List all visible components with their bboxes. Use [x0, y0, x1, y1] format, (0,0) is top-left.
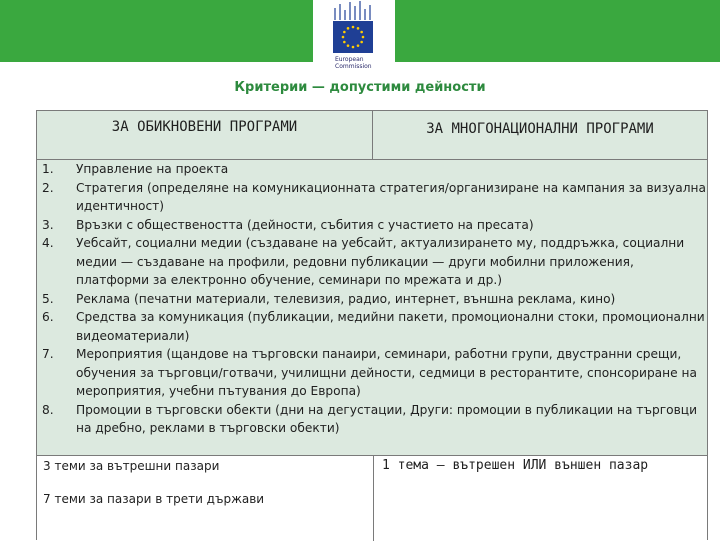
- internal-markets-topics: 3 теми за вътрешни пазари: [43, 459, 220, 473]
- header-cell-regular-programs: ЗА ОБИКНОВЕНИ ПРОГРАМИ: [37, 111, 373, 159]
- multinational-topics-cell: [373, 456, 707, 541]
- star-icon: [362, 36, 365, 39]
- list-item: 2. Стратегия (определяне на комуникационната стратегия/организиране на кампания за визуална идентичност): [42, 180, 706, 213]
- european-commission-logo: [313, 0, 395, 80]
- star-icon: [360, 41, 363, 44]
- list-item: 4. Уебсайт, социални медии (създаване на уебсайт, актуализирането му, поддръжка, социални медии — създаване на профили, редовни публикации — други мобилни приложения, платформи за електронно обучение, семинари по мрежата и др.): [42, 236, 685, 287]
- list-item: 6. Средства за комуникация (публикации, медийни пакети, промоционални стоки, промоционални видеоматериали): [42, 310, 705, 343]
- third-country-topics: 7 теми за пазари в трети държави: [43, 492, 265, 506]
- multinational-topics: 1 тема — вътрешен ИЛИ външен пазар: [382, 458, 649, 473]
- topics-row: [37, 455, 707, 541]
- star-icon: [347, 27, 350, 30]
- list-item: 8. Промоции в търговски обекти (дни на дегустации, Други: промоции в публикации на търговци на дребно, реклами в търговски обекти): [42, 402, 698, 435]
- criteria-table: [36, 110, 708, 540]
- star-icon: [347, 44, 350, 47]
- star-icon: [360, 31, 363, 34]
- star-icon: [343, 31, 346, 34]
- star-icon: [352, 26, 355, 29]
- list-item: 5. Реклама (печатни материали, телевизия, радио, интернет, външна реклама, кино): [42, 291, 616, 306]
- list-item: 3. Връзки с обществеността (дейности, събития с участието на пресата): [42, 217, 534, 232]
- page-title: Критерии — допустими дейности: [234, 80, 486, 95]
- star-icon: [342, 36, 345, 39]
- list-item: 1. Управление на проекта: [42, 162, 229, 176]
- star-icon: [352, 46, 355, 49]
- star-icon: [343, 41, 346, 44]
- header-cell-multinational-programs: ЗА МНОГОНАЦИОНАЛНИ ПРОГРАМИ: [373, 111, 707, 159]
- star-icon: [357, 44, 360, 47]
- star-icon: [357, 27, 360, 30]
- logo-text: European Commission: [335, 56, 372, 70]
- list-item: 7. Мероприятия (щандове на търговски панаири, семинари, работни групи, двустранни срещи, обучения за търговци/готвачи, училищни дейности, седмици в ресторантите, спонсориране на мероприятия, учебни пътувания до Европа): [42, 347, 697, 398]
- eligible-activities-list: [37, 159, 707, 456]
